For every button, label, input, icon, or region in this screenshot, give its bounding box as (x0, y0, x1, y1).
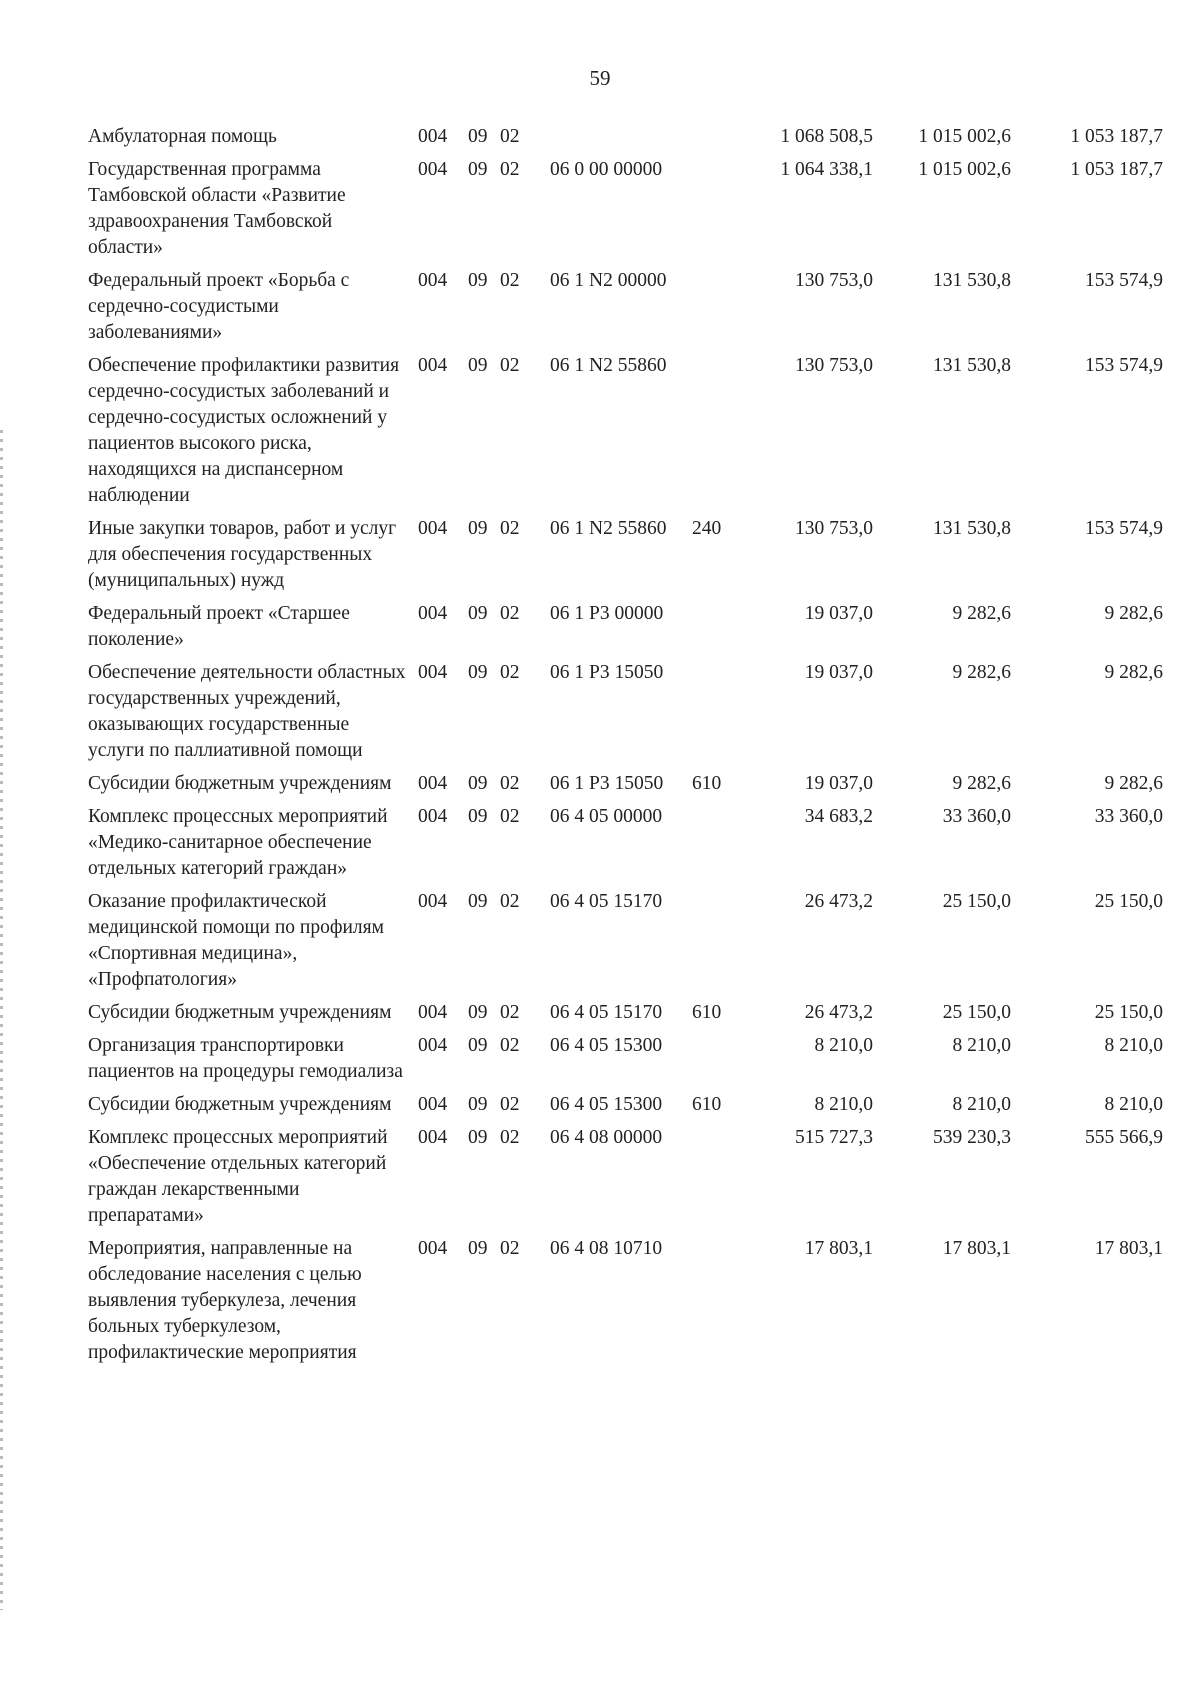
row-subsection-code: 02 (500, 1035, 520, 1056)
table-row (88, 516, 1163, 601)
row-section-code: 09 (468, 1094, 488, 1115)
row-name: Оказание профилактической медицинской помощи по профилям «Спортивная медицина», «Профпатология» (88, 891, 384, 990)
budget-table (88, 124, 1163, 1373)
table-row (88, 889, 1163, 1000)
row-gr-code: 004 (418, 773, 448, 794)
row-subsection-code: 02 (500, 159, 520, 180)
row-target-article-code: 06 4 05 15170 (550, 1002, 663, 1023)
table-row (88, 157, 1163, 268)
row-subsection-code: 02 (500, 518, 520, 539)
row-amount-year-2: 8 210,0 (952, 1094, 1011, 1115)
row-expense-type-code (692, 889, 747, 1000)
row-gr-code: 004 (418, 1094, 448, 1115)
row-name: Мероприятия, направленные на обследование населения с целью выявления туберкулеза, лечения больных туберкулезом, профилактические мероприятия (88, 1238, 362, 1363)
row-name: Организация транспортировки пациентов на процедуры гемодиализа (88, 1035, 403, 1082)
row-amount-year-2: 9 282,6 (952, 662, 1011, 683)
row-subsection-code: 02 (500, 355, 520, 376)
row-target-article-code: 06 1 N2 55860 (550, 518, 667, 539)
row-amount-year-3: 33 360,0 (1094, 806, 1163, 827)
row-section-code: 09 (468, 662, 488, 683)
row-target-article-code: 06 1 P3 15050 (550, 662, 664, 683)
row-subsection-code: 02 (500, 126, 520, 147)
row-expense-type-code (692, 601, 747, 660)
row-gr-code: 004 (418, 1002, 448, 1023)
row-section-code: 09 (468, 1035, 488, 1056)
row-subsection-code: 02 (500, 891, 520, 912)
row-amount-year-1: 515 727,3 (795, 1127, 873, 1148)
row-subsection-code: 02 (500, 270, 520, 291)
row-section-code: 09 (468, 1002, 488, 1023)
row-expense-type-code (692, 157, 747, 268)
table-row (88, 124, 1163, 157)
table-row (88, 1236, 1163, 1373)
table-row (88, 1125, 1163, 1236)
row-subsection-code: 02 (500, 1127, 520, 1148)
row-gr-code: 004 (418, 891, 448, 912)
row-amount-year-1: 130 753,0 (795, 270, 873, 291)
row-section-code: 09 (468, 891, 488, 912)
row-name: Федеральный проект «Старшее поколение» (88, 603, 350, 650)
row-amount-year-1: 130 753,0 (795, 355, 873, 376)
row-expense-type-code: 610 (692, 1094, 722, 1115)
row-section-code: 09 (468, 355, 488, 376)
row-name: Комплекс процессных мероприятий «Обеспечение отдельных категорий граждан лекарственными препаратами» (88, 1127, 388, 1226)
row-amount-year-3: 1 053 187,7 (1070, 126, 1163, 147)
row-gr-code: 004 (418, 126, 448, 147)
row-amount-year-3: 153 574,9 (1085, 355, 1163, 376)
row-amount-year-3: 153 574,9 (1085, 518, 1163, 539)
row-name: Федеральный проект «Борьба с сердечно-сосудистыми заболеваниями» (88, 270, 350, 343)
row-amount-year-2: 25 150,0 (942, 1002, 1011, 1023)
row-amount-year-3: 8 210,0 (1104, 1035, 1163, 1056)
row-section-code: 09 (468, 603, 488, 624)
table-row (88, 1000, 1163, 1033)
row-target-article-code (540, 124, 692, 157)
row-target-article-code: 06 1 N2 55860 (550, 355, 667, 376)
scan-edge-artifact (0, 430, 3, 1610)
row-gr-code: 004 (418, 806, 448, 827)
row-section-code: 09 (468, 159, 488, 180)
page-number: 59 (589, 66, 611, 90)
row-amount-year-2: 131 530,8 (933, 270, 1011, 291)
row-amount-year-3: 9 282,6 (1104, 662, 1163, 683)
row-amount-year-1: 8 210,0 (814, 1094, 873, 1115)
row-amount-year-3: 9 282,6 (1104, 603, 1163, 624)
row-section-code: 09 (468, 806, 488, 827)
row-amount-year-2: 9 282,6 (952, 603, 1011, 624)
table-row (88, 1092, 1163, 1125)
row-amount-year-3: 555 566,9 (1085, 1127, 1163, 1148)
row-target-article-code: 06 1 N2 00000 (550, 270, 667, 291)
row-amount-year-1: 1 064 338,1 (780, 159, 873, 180)
row-subsection-code: 02 (500, 1094, 520, 1115)
row-name: Субсидии бюджетным учреждениям (88, 1094, 392, 1115)
row-amount-year-2: 131 530,8 (933, 518, 1011, 539)
row-section-code: 09 (468, 126, 488, 147)
row-expense-type-code: 610 (692, 773, 722, 794)
row-name: Комплекс процессных мероприятий «Медико-санитарное обеспечение отдельных категорий граждан» (88, 806, 388, 879)
row-amount-year-2: 33 360,0 (942, 806, 1011, 827)
row-amount-year-1: 130 753,0 (795, 518, 873, 539)
table-row (88, 353, 1163, 516)
row-amount-year-1: 17 803,1 (804, 1238, 873, 1259)
row-amount-year-2: 539 230,3 (933, 1127, 1011, 1148)
row-subsection-code: 02 (500, 806, 520, 827)
row-gr-code: 004 (418, 1238, 448, 1259)
row-gr-code: 004 (418, 518, 448, 539)
row-expense-type-code (692, 1125, 747, 1236)
row-expense-type-code (692, 804, 747, 889)
row-name: Государственная программа Тамбовской области «Развитие здравоохранения Тамбовской области» (88, 159, 346, 258)
row-name: Иные закупки товаров, работ и услуг для обеспечения государственных (муниципальных) нужд (88, 518, 397, 591)
row-amount-year-1: 19 037,0 (804, 603, 873, 624)
row-amount-year-2: 8 210,0 (952, 1035, 1011, 1056)
table-row (88, 660, 1163, 771)
row-section-code: 09 (468, 270, 488, 291)
row-amount-year-3: 9 282,6 (1104, 773, 1163, 794)
row-amount-year-1: 26 473,2 (804, 891, 873, 912)
row-target-article-code: 06 4 05 00000 (550, 806, 663, 827)
row-subsection-code: 02 (500, 1002, 520, 1023)
table-row (88, 268, 1163, 353)
row-target-article-code: 06 4 05 15170 (550, 891, 663, 912)
row-gr-code: 004 (418, 1035, 448, 1056)
table-row (88, 771, 1163, 804)
row-amount-year-1: 1 068 508,5 (780, 126, 873, 147)
row-amount-year-3: 1 053 187,7 (1070, 159, 1163, 180)
row-expense-type-code (692, 353, 747, 516)
row-target-article-code: 06 4 05 15300 (550, 1035, 663, 1056)
row-name: Обеспечение профилактики развития сердечно-сосудистых заболеваний и сердечно-сосудистых осложнений у пациентов высокого риска, находящихся на диспансерном наблюдении (88, 355, 400, 506)
row-gr-code: 004 (418, 603, 448, 624)
row-amount-year-1: 19 037,0 (804, 662, 873, 683)
row-amount-year-2: 25 150,0 (942, 891, 1011, 912)
row-amount-year-1: 8 210,0 (814, 1035, 873, 1056)
row-expense-type-code (692, 660, 747, 771)
row-amount-year-3: 17 803,1 (1094, 1238, 1163, 1259)
table-row (88, 601, 1163, 660)
row-gr-code: 004 (418, 159, 448, 180)
row-amount-year-3: 25 150,0 (1094, 891, 1163, 912)
row-section-code: 09 (468, 1127, 488, 1148)
row-amount-year-3: 153 574,9 (1085, 270, 1163, 291)
row-target-article-code: 06 4 05 15300 (550, 1094, 663, 1115)
row-gr-code: 004 (418, 1127, 448, 1148)
row-subsection-code: 02 (500, 773, 520, 794)
row-subsection-code: 02 (500, 662, 520, 683)
row-name: Субсидии бюджетным учреждениям (88, 1002, 392, 1023)
table-row (88, 1033, 1163, 1092)
row-target-article-code: 06 4 08 10710 (550, 1238, 663, 1259)
row-expense-type-code (692, 1033, 747, 1092)
row-amount-year-1: 26 473,2 (804, 1002, 873, 1023)
row-gr-code: 004 (418, 270, 448, 291)
row-amount-year-2: 131 530,8 (933, 355, 1011, 376)
row-section-code: 09 (468, 1238, 488, 1259)
row-name: Амбулаторная помощь (88, 126, 277, 147)
row-amount-year-3: 8 210,0 (1104, 1094, 1163, 1115)
row-amount-year-2: 17 803,1 (942, 1238, 1011, 1259)
row-amount-year-2: 1 015 002,6 (918, 159, 1011, 180)
row-amount-year-2: 1 015 002,6 (918, 126, 1011, 147)
row-target-article-code: 06 0 00 00000 (550, 159, 663, 180)
row-section-code: 09 (468, 518, 488, 539)
row-target-article-code: 06 4 08 00000 (550, 1127, 663, 1148)
row-amount-year-3: 25 150,0 (1094, 1002, 1163, 1023)
row-section-code: 09 (468, 773, 488, 794)
row-name: Субсидии бюджетным учреждениям (88, 773, 392, 794)
table-body (88, 124, 1163, 1373)
row-name: Обеспечение деятельности областных государственных учреждений, оказывающих государственные услуги по паллиативной помощи (88, 662, 406, 761)
row-amount-year-2: 9 282,6 (952, 773, 1011, 794)
row-amount-year-1: 19 037,0 (804, 773, 873, 794)
row-amount-year-1: 34 683,2 (804, 806, 873, 827)
row-expense-type-code: 240 (692, 518, 722, 539)
row-subsection-code: 02 (500, 603, 520, 624)
table-row (88, 804, 1163, 889)
row-gr-code: 004 (418, 355, 448, 376)
row-expense-type-code: 610 (692, 1002, 722, 1023)
row-expense-type-code (692, 268, 747, 353)
row-target-article-code: 06 1 P3 15050 (550, 773, 664, 794)
row-gr-code: 004 (418, 662, 448, 683)
row-target-article-code: 06 1 P3 00000 (550, 603, 664, 624)
row-subsection-code: 02 (500, 1238, 520, 1259)
row-expense-type-code (692, 124, 747, 157)
row-expense-type-code (692, 1236, 747, 1373)
